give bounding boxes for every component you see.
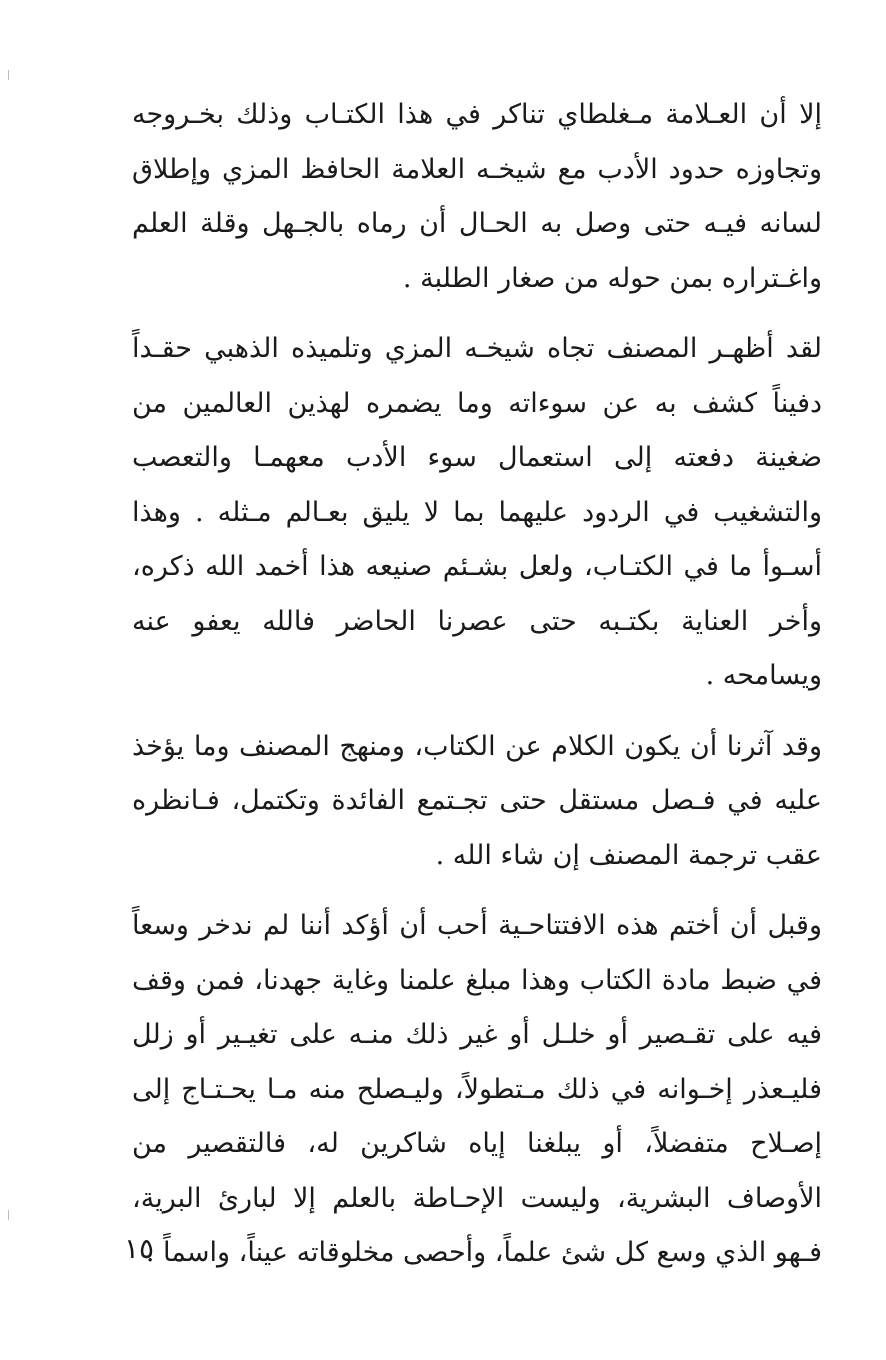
paragraph: وقد آثرنا أن يكون الكلام عن الكتاب، ومنهج المصنف وما يؤخذ عليه في فـصل مستقل حتى تجـتمع الفائدة وتكتمل، فـانظره عقب ترجمة المصنف إن شاء الله . xyxy=(132,730,822,871)
paragraph: لقد أظهـر المصنف تجاه شيخـه المزي وتلميذه الذهبي حقـداً دفيناً كشف به عن سوءاته وما يضمره لهذين العالمين من ضغينة دفعته إلى استعمال سوء الأدب معهمـا والتعصب والتشغيب في الردود عليهما بما لا يليق بعـالم مـثله . وهذا أسـوأ ما في الكتـاب، ولعل بشـئم صنيعه هذا أخمد الله ذكره، وأخر العناية بكتـبه حتى عصرنا الحاضر فالله يعفو عنه ويسامحه . xyxy=(132,333,822,691)
paragraph: إلا أن العـلامة مـغلطاي تناكر في هذا الكتـاب وذلك بخـروجه وتجاوزه حدود الأدب مع شيخـه العلامة الحافظ المزي وإطلاق لسانه فيـه حتى وصل به الحـال أن رماه بالجـهل وقلة العلم واغـتراره بمن حوله من صغار الطلبة . xyxy=(132,99,822,294)
page-number: ١٥ xyxy=(124,1232,155,1265)
scan-margin-mark xyxy=(8,70,9,80)
body-text xyxy=(132,88,822,1281)
scan-margin-mark xyxy=(8,1210,9,1220)
paragraph: وقبل أن أختم هذه الافتتاحـية أحب أن أؤكد أننا لم ندخر وسعاً في ضبط مادة الكتاب وهذا مبلغ علمنا وغاية جهدنا، فمن وقف فيه على تقـصير أو خلـل أو غير ذلك منـه على تغيـير أو زلل فليـعذر إخـوانه في ذلك مـتطولاً، وليـصلح منه مـا يحـتـاج إلى إصـلاح متفضلاً، أو يبلغنا إياه شاكرين له، فالتقصير من الأوصاف البشرية، وليست الإحـاطة بالعلم إلا لبارئ البرية، فـهو الذي وسع كل شئ علماً، وأحصى مخلوقاته عيناً، واسماً . xyxy=(132,910,822,1268)
